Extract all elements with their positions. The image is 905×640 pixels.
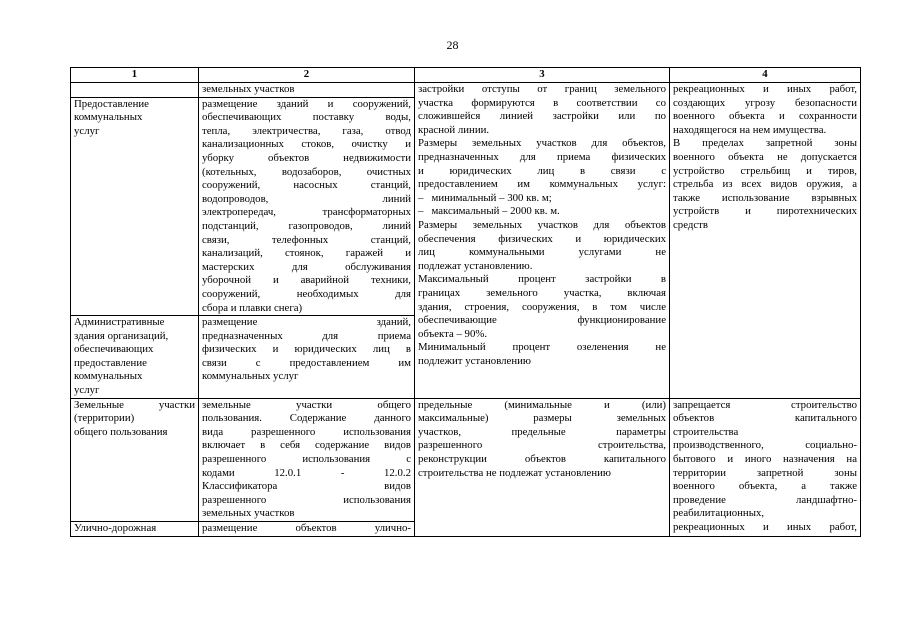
text-line: лиц коммунальными услугами не [418,246,666,259]
text-line: территории запретной зоны [673,466,857,479]
text-line: включает в себя содержание видов [202,439,411,452]
text-line: обеспечивающие функционирование [418,314,666,327]
text-line: коммунальных услуг [202,370,299,383]
row-3-col-1 [71,316,199,399]
text-line: участков, предельные параметры [418,425,666,438]
text-line: сбора и плавки снега) [202,301,303,314]
text-line: Земельные участки [74,398,195,411]
row-3-col-2 [199,316,415,399]
text-line: электропередач, трансформаторных [202,206,411,219]
table-row [71,83,861,98]
row-2-col-2 [199,97,415,316]
text-line: разрешенного использования с [202,453,411,466]
text-line: обеспечивающих поставку воды, [202,111,411,124]
text-line: предельные (минимальные и (или) [418,398,666,411]
text-line: услуг [74,384,100,397]
text-line: мастерских для обслуживания [202,260,411,273]
regulations-table [70,67,861,537]
text-line: реабилитационных, [673,507,765,520]
text-line: связи с предоставлением им [202,356,411,369]
text-line: находящегося на нем имущества. [673,123,827,136]
header-row [71,68,861,83]
text-line: предназначенных для приема физических [418,150,666,163]
text-line: подстанций, газопроводов, линий [202,219,411,232]
text-line: устройство стрельбищ и тиров, [673,164,857,177]
text-line: Предоставление [74,97,149,110]
text-line: Классификатора видов [202,480,411,493]
text-line: участка формируются в соответствии со [418,96,666,109]
text-line: уборочной и аварийной техники, [202,274,411,287]
text-line: кодами 12.0.1 - 12.0.2 [202,466,411,479]
text-line: военного объекта не допускается [673,150,857,163]
text-line: (территории) [74,412,135,425]
text-line: здания организаций, [74,329,169,342]
text-line: услуг [74,124,100,137]
text-line: пользования. Содержание данного [202,412,411,425]
text-line: коммунальных [74,111,143,124]
text-line: канализационных стоков, очистку и [202,138,411,151]
text-line: реконструкции объектов капитального [418,453,666,466]
text-line: и юридических лиц в связи с [418,164,666,177]
text-line: размещение зданий, [202,316,411,329]
text-line: рекреационных и иных работ, [673,83,857,95]
text-line: уборку объектов недвижимости [202,151,411,164]
regulation-parameters-cell [415,398,670,536]
text-line: вида разрешенного использования [202,425,411,438]
text-line: устройств и пиротехнических [673,205,857,218]
header-col-1: 1 [71,68,199,83]
row-4-col-2 [199,398,415,521]
table-row [71,398,861,521]
text-line: – минимальный – 300 кв. м; [418,191,552,204]
text-line: подлежат установлению. [418,259,533,272]
text-line: – максимальный – 2000 кв. м. [418,205,560,218]
text-line: разрешенного использования [202,493,411,506]
regulation-parameters-cell [415,83,670,399]
row-1-col-2 [199,83,415,98]
text-line: Размеры земельных участков для объектов [418,218,666,231]
text-line: В пределах запретной зоны [673,137,857,150]
text-line: предназначенных для приема [202,329,411,342]
row-2-col-1 [71,97,199,316]
text-line: объекта – 90%. [418,327,488,340]
text-line: также использование взрывных [673,191,857,204]
text-line: земельные участки общего [202,398,411,411]
text-line: стрельба из всех видов оружия, а [673,178,857,191]
row-4-col-1 [71,398,199,521]
row-1-col-1 [71,83,199,98]
text-line: земельных участков [202,83,295,95]
page-number: 28 [446,38,459,52]
row-5-col-2 [199,522,415,537]
header-col-3: 3 [415,68,670,83]
text-line: строительства [673,425,739,438]
text-line: максимальные) размеры земельных [418,412,666,425]
text-line: общего пользования [74,425,168,438]
text-line: разрешенного строительства, [418,439,666,452]
restrictions-cell [670,398,861,536]
text-line: Административные [74,316,165,329]
text-line: тепла, электричества, газа, отвод [202,124,411,137]
text-line: проведение ландшафтно- [673,493,857,506]
text-line: военного объекта и сохранности [673,110,857,123]
text-line: здания, строения, сооружения, в том числе [418,300,666,313]
text-line: предоставлением им коммунальных услуг: [418,178,666,191]
row-5-col-1 [71,522,199,537]
text-line: сложившейся линией застройки или по [418,110,666,123]
text-line: сооружений, необходимых для [202,287,411,300]
text-line: средств [673,218,708,231]
text-line: канализаций, стоянок, гаражей и [202,247,411,260]
text-line: (котельных, водозаборов, очистных [202,165,411,178]
text-line: связи, телефонных станций, [202,233,411,246]
text-line: создающих угрозу безопасности [673,96,857,109]
text-line: размещение объектов улично- [202,522,411,534]
text-line: военного объекта, а также [673,480,857,493]
text-line: застройки отступы от границ земельного [418,83,666,95]
text-line: запрещается строительство [673,398,857,411]
text-line: подлежит установлению [418,354,531,367]
header-col-2: 2 [199,68,415,83]
text-line: красной линии. [418,123,490,136]
header-col-4: 4 [670,68,861,83]
text-line: предоставление [74,356,147,369]
text-line: земельных участков [202,507,295,520]
text-line: бытового и иного назначения на [673,453,857,466]
text-line: сооружений, насосных станций, [202,179,411,192]
text-line: размещение зданий и сооружений, [202,97,411,110]
text-line: физических и юридических лиц в [202,343,411,356]
text-line: водопроводов, линий [202,192,411,205]
text-line: производственного, социально- [673,439,857,452]
text-line: границах земельного участка, включая [418,286,666,299]
text-line: Размеры земельных участков для объектов, [418,137,666,150]
text-line: обеспечения физических и юридических [418,232,666,245]
text-line: строительства не подлежат установлению [418,466,611,479]
text-line: объектов капитального [673,412,857,425]
text-line: рекреационных и иных работ, [673,521,857,533]
restrictions-cell [670,83,861,399]
text-line: обеспечивающих [74,343,154,356]
text-line: Минимальный процент озеленения не [418,341,666,354]
text-line: Улично-дорожная [74,522,157,534]
text-line: Максимальный процент застройки в [418,273,666,286]
text-line: коммунальных [74,370,143,383]
